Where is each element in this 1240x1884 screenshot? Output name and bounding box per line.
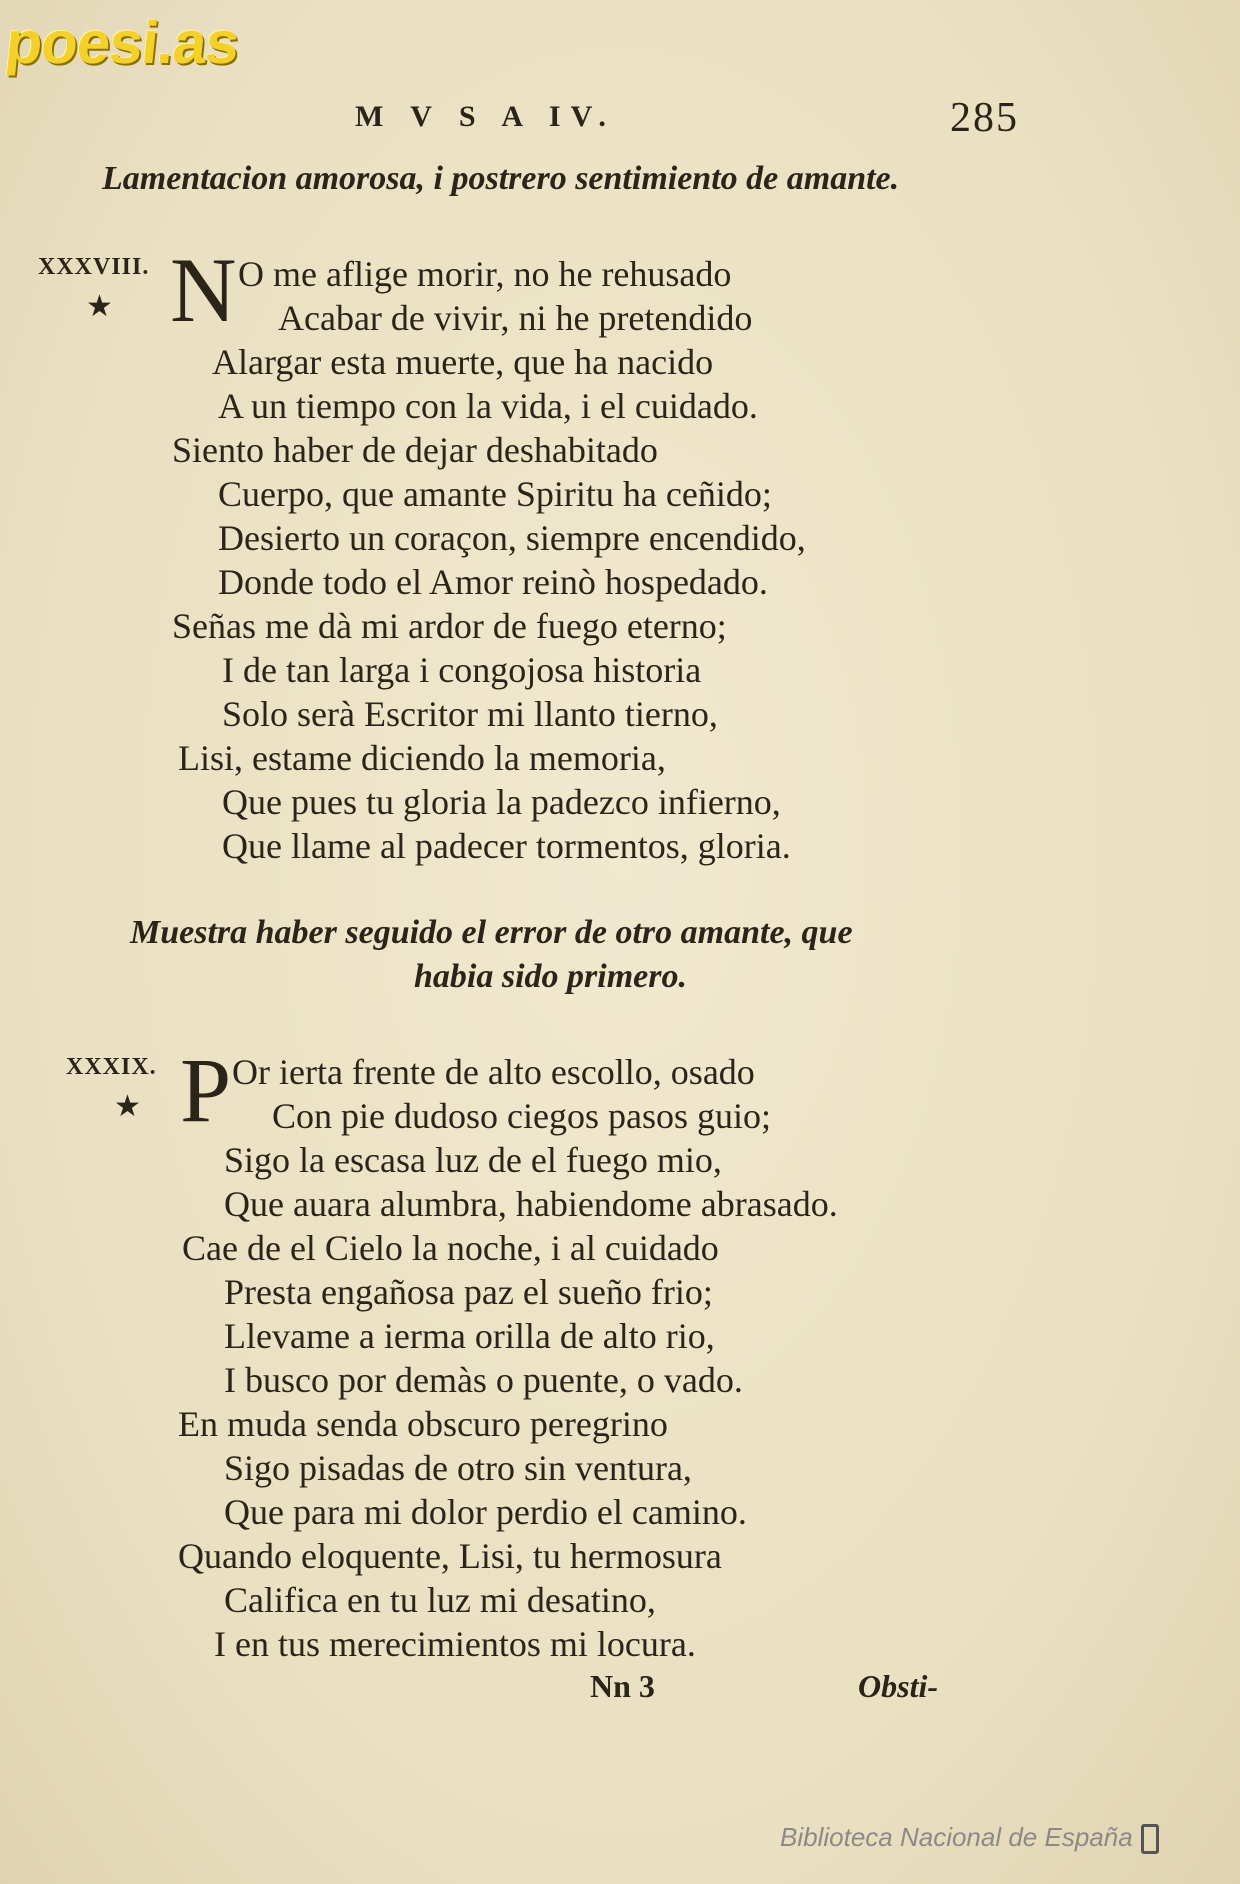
library-watermark [780,1822,1159,1854]
sonnet-2-star-icon: ★ [114,1090,141,1123]
sonnet-1-line: I de tan larga i congojosa historia [222,650,702,690]
sonnet-1-line: A un tiempo con la vida, i el cuidado. [218,386,758,426]
sonnet-2-line: Que para mi dolor perdio el camino. [224,1492,747,1532]
sonnet-2-line: Quando eloquente, Lisi, tu hermosura [178,1536,722,1576]
sonnet-1-line: Donde todo el Amor reinò hospedado. [218,562,768,602]
sonnet-1-line: O me aflige morir, no he rehusado [238,254,732,294]
sonnet-1-line: Cuerpo, que amante Spiritu ha ceñido; [218,474,772,514]
sonnet-1-line: Solo serà Escritor mi llanto tierno, [222,694,718,734]
sonnet-2-line: Con pie dudoso ciegos pasos guio; [272,1096,771,1136]
sonnet-2-subtitle-cont: habia sido primero. [414,958,687,995]
sonnet-2-subtitle: Muestra haber seguido el error de otro amante, que [130,914,853,951]
running-header: M V S A IV. [355,100,616,133]
sonnet-2-line: Llevame a ierma orilla de alto rio, [224,1316,715,1356]
sonnet-1-line: Alargar esta muerte, que ha nacido [212,342,714,382]
sonnet-1-line: Acabar de vivir, ni he pretendido [278,298,753,338]
sonnet-1-line: Siento haber de dejar deshabitado [172,430,658,470]
sonnet-2-line: En muda senda obscuro peregrino [178,1404,668,1444]
sonnet-1-line: Que pues tu gloria la padezco infierno, [222,782,781,822]
page-number: 285 [950,95,1019,141]
sonnet-1-number: XXXVIII. [38,254,150,280]
sonnet-1-subtitle: Lamentacion amorosa, i postrero sentimiento de amante. [102,160,900,197]
sonnet-2-line: Que auara alumbra, habiendome abrasado. [224,1184,838,1224]
catchword: Obsti- [858,1668,938,1704]
sonnet-1-line: Que llame al padecer tormentos, gloria. [222,826,791,866]
poesias-logo: poesi.as [2,9,242,76]
sonnet-1-drop-cap: N [170,239,237,341]
sonnet-2-drop-cap: P [180,1039,232,1141]
sonnet-2-line: Cae de el Cielo la noche, i al cuidado [182,1228,719,1268]
sonnet-1-line: Desierto un coraçon, siempre encendido, [218,518,806,558]
sonnet-2-line: Sigo la escasa luz de el fuego mio, [224,1140,722,1180]
bne-logo-icon [1141,1824,1159,1854]
sonnet-1-line: Señas me dà mi ardor de fuego eterno; [172,606,727,646]
sonnet-2-line: Califica en tu luz mi desatino, [224,1580,656,1620]
library-watermark-text: Biblioteca Nacional de España [780,1822,1133,1852]
sonnet-2-line: I en tus merecimientos mi locura. [214,1624,696,1664]
sonnet-1-line: Lisi, estame diciendo la memoria, [178,738,666,778]
sonnet-2-line: Presta engañosa paz el sueño frio; [224,1272,713,1312]
sonnet-2-number: XXXIX. [66,1054,157,1080]
sonnet-2-line: Or ierta frente de alto escollo, osado [232,1052,755,1092]
sonnet-1-star-icon: ★ [86,290,113,323]
sonnet-2-line: I busco por demàs o puente, o vado. [224,1360,743,1400]
signature-mark: Nn 3 [590,1668,655,1704]
sonnet-2-line: Sigo pisadas de otro sin ventura, [224,1448,692,1488]
